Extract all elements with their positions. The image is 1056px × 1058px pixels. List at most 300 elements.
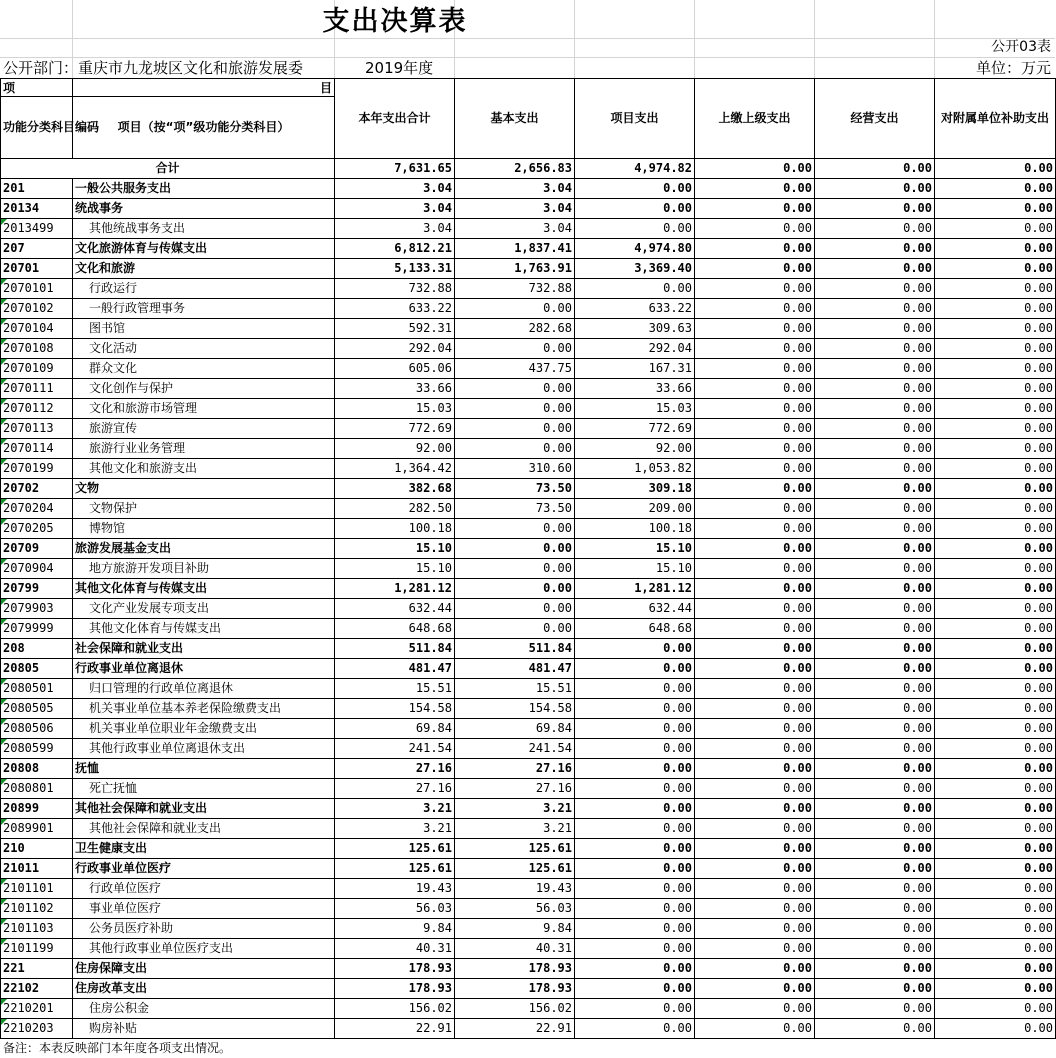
row-code-cell[interactable] xyxy=(1,799,73,819)
row-code-cell[interactable] xyxy=(1,1019,73,1039)
row-value[interactable]: 27.16 xyxy=(335,759,455,779)
row-code-cell[interactable] xyxy=(1,199,73,219)
row-value[interactable]: 125.61 xyxy=(455,859,575,879)
row-value[interactable]: 511.84 xyxy=(335,639,455,659)
row-code-cell[interactable] xyxy=(1,979,73,999)
row-value[interactable]: 0.00 xyxy=(815,179,935,199)
row-value[interactable]: 0.00 xyxy=(815,599,935,619)
row-value[interactable]: 0.00 xyxy=(575,879,695,899)
row-value[interactable]: 0.00 xyxy=(695,639,815,659)
row-name[interactable]: 地方旅游开发项目补助 xyxy=(73,559,335,579)
row-value[interactable]: 0.00 xyxy=(815,259,935,279)
row-value[interactable]: 0.00 xyxy=(815,899,935,919)
row-name[interactable]: 一般行政管理事务 xyxy=(73,299,335,319)
row-value[interactable]: 282.50 xyxy=(335,499,455,519)
row-value[interactable]: 0.00 xyxy=(935,719,1056,739)
row-code-cell[interactable] xyxy=(1,619,73,639)
row-value[interactable]: 167.31 xyxy=(575,359,695,379)
row-value[interactable]: 0.00 xyxy=(935,739,1056,759)
row-value[interactable]: 0.00 xyxy=(575,279,695,299)
row-name[interactable]: 文化活动 xyxy=(73,339,335,359)
row-value[interactable]: 3.21 xyxy=(335,819,455,839)
row-value[interactable]: 0.00 xyxy=(815,759,935,779)
row-value[interactable]: 648.68 xyxy=(575,619,695,639)
row-value[interactable]: 0.00 xyxy=(695,339,815,359)
row-code-cell[interactable] xyxy=(1,599,73,619)
row-value[interactable]: 0.00 xyxy=(575,779,695,799)
row-name[interactable]: 住房公积金 xyxy=(73,999,335,1019)
row-value[interactable]: 0.00 xyxy=(695,519,815,539)
row-value[interactable]: 437.75 xyxy=(455,359,575,379)
row-name[interactable]: 行政事业单位医疗 xyxy=(73,859,335,879)
row-code-cell[interactable] xyxy=(1,879,73,899)
row-code-cell[interactable] xyxy=(1,719,73,739)
row-value[interactable]: 3.04 xyxy=(335,179,455,199)
row-name[interactable]: 住房改革支出 xyxy=(73,979,335,999)
row-value[interactable]: 0.00 xyxy=(815,239,935,259)
header-mu[interactable]: 目 xyxy=(73,79,335,97)
row-value[interactable]: 0.00 xyxy=(935,459,1056,479)
row-value[interactable]: 0.00 xyxy=(815,199,935,219)
row-value[interactable]: 22.91 xyxy=(335,1019,455,1039)
row-value[interactable]: 0.00 xyxy=(695,859,815,879)
row-value[interactable]: 19.43 xyxy=(455,879,575,899)
row-value[interactable]: 1,364.42 xyxy=(335,459,455,479)
row-value[interactable]: 0.00 xyxy=(695,759,815,779)
row-value[interactable]: 100.18 xyxy=(335,519,455,539)
row-value[interactable]: 0.00 xyxy=(935,639,1056,659)
row-value[interactable]: 0.00 xyxy=(695,399,815,419)
row-value[interactable]: 1,763.91 xyxy=(455,259,575,279)
row-value[interactable]: 772.69 xyxy=(575,419,695,439)
total-value[interactable]: 2,656.83 xyxy=(455,159,575,179)
total-value[interactable]: 4,974.82 xyxy=(575,159,695,179)
header-code[interactable]: 功能分类科目编码 xyxy=(1,97,73,159)
row-value[interactable]: 0.00 xyxy=(815,959,935,979)
row-name[interactable]: 住房保障支出 xyxy=(73,959,335,979)
row-value[interactable]: 27.16 xyxy=(335,779,455,799)
row-name[interactable]: 行政单位医疗 xyxy=(73,879,335,899)
row-value[interactable]: 0.00 xyxy=(695,719,815,739)
row-code-cell[interactable] xyxy=(1,679,73,699)
row-value[interactable]: 0.00 xyxy=(455,559,575,579)
row-code-cell[interactable] xyxy=(1,179,73,199)
row-name[interactable]: 社会保障和就业支出 xyxy=(73,639,335,659)
row-code-cell[interactable] xyxy=(1,919,73,939)
row-value[interactable]: 1,837.41 xyxy=(455,239,575,259)
row-value[interactable]: 0.00 xyxy=(815,739,935,759)
header-total[interactable]: 本年支出合计 xyxy=(335,79,455,159)
row-value[interactable]: 3.21 xyxy=(335,799,455,819)
row-value[interactable]: 0.00 xyxy=(815,839,935,859)
row-value[interactable]: 0.00 xyxy=(815,379,935,399)
row-value[interactable]: 178.93 xyxy=(335,979,455,999)
row-value[interactable]: 632.44 xyxy=(335,599,455,619)
row-value[interactable]: 56.03 xyxy=(455,899,575,919)
row-value[interactable]: 481.47 xyxy=(455,659,575,679)
row-value[interactable]: 154.58 xyxy=(455,699,575,719)
row-code-cell[interactable] xyxy=(1,659,73,679)
row-value[interactable]: 0.00 xyxy=(815,419,935,439)
row-value[interactable]: 382.68 xyxy=(335,479,455,499)
row-value[interactable]: 0.00 xyxy=(695,279,815,299)
row-value[interactable]: 125.61 xyxy=(455,839,575,859)
row-name[interactable]: 抚恤 xyxy=(73,759,335,779)
row-value[interactable]: 0.00 xyxy=(695,239,815,259)
row-value[interactable]: 178.93 xyxy=(455,979,575,999)
row-value[interactable]: 0.00 xyxy=(815,399,935,419)
row-code-cell[interactable] xyxy=(1,439,73,459)
row-name[interactable]: 其他文化体育与传媒支出 xyxy=(73,579,335,599)
row-value[interactable]: 0.00 xyxy=(935,579,1056,599)
row-value[interactable]: 241.54 xyxy=(335,739,455,759)
row-value[interactable]: 0.00 xyxy=(815,799,935,819)
row-value[interactable]: 0.00 xyxy=(815,219,935,239)
row-value[interactable]: 648.68 xyxy=(335,619,455,639)
row-name[interactable]: 文化旅游体育与传媒支出 xyxy=(73,239,335,259)
row-value[interactable]: 27.16 xyxy=(455,779,575,799)
row-code-cell[interactable] xyxy=(1,859,73,879)
row-value[interactable]: 0.00 xyxy=(695,219,815,239)
row-value[interactable]: 0.00 xyxy=(575,679,695,699)
row-value[interactable]: 0.00 xyxy=(935,819,1056,839)
row-value[interactable]: 0.00 xyxy=(815,459,935,479)
row-code-cell[interactable] xyxy=(1,279,73,299)
row-value[interactable]: 0.00 xyxy=(815,359,935,379)
row-value[interactable]: 0.00 xyxy=(815,519,935,539)
row-value[interactable]: 0.00 xyxy=(815,659,935,679)
row-code-cell[interactable] xyxy=(1,639,73,659)
row-value[interactable]: 92.00 xyxy=(335,439,455,459)
row-value[interactable]: 0.00 xyxy=(935,959,1056,979)
row-value[interactable]: 292.04 xyxy=(335,339,455,359)
row-value[interactable]: 0.00 xyxy=(695,979,815,999)
row-value[interactable]: 125.61 xyxy=(335,859,455,879)
row-value[interactable]: 0.00 xyxy=(815,279,935,299)
row-code-cell[interactable] xyxy=(1,299,73,319)
row-value[interactable]: 0.00 xyxy=(815,339,935,359)
row-code-cell[interactable] xyxy=(1,239,73,259)
row-code-cell[interactable] xyxy=(1,559,73,579)
row-value[interactable]: 0.00 xyxy=(815,719,935,739)
row-value[interactable]: 0.00 xyxy=(695,319,815,339)
row-value[interactable]: 0.00 xyxy=(935,859,1056,879)
row-value[interactable]: 0.00 xyxy=(815,499,935,519)
row-value[interactable]: 0.00 xyxy=(695,919,815,939)
row-name[interactable]: 文化产业发展专项支出 xyxy=(73,599,335,619)
row-code-cell[interactable] xyxy=(1,499,73,519)
header-upper[interactable]: 上缴上级支出 xyxy=(695,79,815,159)
row-value[interactable]: 282.68 xyxy=(455,319,575,339)
row-value[interactable]: 33.66 xyxy=(575,379,695,399)
row-value[interactable]: 732.88 xyxy=(335,279,455,299)
row-code-cell[interactable] xyxy=(1,959,73,979)
row-value[interactable]: 0.00 xyxy=(695,939,815,959)
row-name[interactable]: 群众文化 xyxy=(73,359,335,379)
row-value[interactable]: 0.00 xyxy=(575,219,695,239)
row-value[interactable]: 0.00 xyxy=(935,199,1056,219)
row-value[interactable]: 3.04 xyxy=(455,199,575,219)
row-code-cell[interactable] xyxy=(1,539,73,559)
header-subsidy[interactable]: 对附属单位补助支出 xyxy=(935,79,1056,159)
row-code-cell[interactable] xyxy=(1,459,73,479)
row-value[interactable]: 0.00 xyxy=(935,939,1056,959)
row-name[interactable]: 其他社会保障和就业支出 xyxy=(73,819,335,839)
row-value[interactable]: 0.00 xyxy=(695,879,815,899)
row-name[interactable]: 公务员医疗补助 xyxy=(73,919,335,939)
row-value[interactable]: 1,281.12 xyxy=(575,579,695,599)
row-name[interactable]: 其他社会保障和就业支出 xyxy=(73,799,335,819)
row-code-cell[interactable] xyxy=(1,779,73,799)
row-value[interactable]: 0.00 xyxy=(695,599,815,619)
row-value[interactable]: 0.00 xyxy=(575,639,695,659)
row-name[interactable]: 死亡抚恤 xyxy=(73,779,335,799)
row-value[interactable]: 1,281.12 xyxy=(335,579,455,599)
row-value[interactable]: 0.00 xyxy=(695,799,815,819)
row-value[interactable]: 0.00 xyxy=(695,199,815,219)
row-value[interactable]: 0.00 xyxy=(815,579,935,599)
row-name[interactable]: 文物 xyxy=(73,479,335,499)
row-value[interactable]: 0.00 xyxy=(815,479,935,499)
row-value[interactable]: 0.00 xyxy=(935,919,1056,939)
row-value[interactable]: 0.00 xyxy=(455,539,575,559)
row-value[interactable]: 0.00 xyxy=(815,819,935,839)
row-value[interactable]: 0.00 xyxy=(695,299,815,319)
row-code-cell[interactable] xyxy=(1,479,73,499)
row-value[interactable]: 633.22 xyxy=(575,299,695,319)
row-value[interactable]: 0.00 xyxy=(575,999,695,1019)
row-value[interactable]: 0.00 xyxy=(575,719,695,739)
row-value[interactable]: 3.21 xyxy=(455,799,575,819)
row-value[interactable]: 0.00 xyxy=(695,659,815,679)
row-value[interactable]: 592.31 xyxy=(335,319,455,339)
row-value[interactable]: 0.00 xyxy=(695,179,815,199)
row-name[interactable]: 机关事业单位职业年金缴费支出 xyxy=(73,719,335,739)
row-value[interactable]: 0.00 xyxy=(695,359,815,379)
row-value[interactable]: 0.00 xyxy=(935,759,1056,779)
row-name[interactable]: 行政运行 xyxy=(73,279,335,299)
row-value[interactable]: 772.69 xyxy=(335,419,455,439)
row-value[interactable]: 0.00 xyxy=(575,959,695,979)
row-value[interactable]: 0.00 xyxy=(695,419,815,439)
row-code-cell[interactable] xyxy=(1,699,73,719)
row-value[interactable]: 40.31 xyxy=(455,939,575,959)
row-value[interactable]: 0.00 xyxy=(695,839,815,859)
row-name[interactable]: 旅游发展基金支出 xyxy=(73,539,335,559)
row-name[interactable]: 统战事务 xyxy=(73,199,335,219)
row-value[interactable]: 0.00 xyxy=(935,179,1056,199)
row-value[interactable]: 0.00 xyxy=(455,579,575,599)
row-value[interactable]: 0.00 xyxy=(815,539,935,559)
row-value[interactable]: 0.00 xyxy=(935,559,1056,579)
row-value[interactable]: 19.43 xyxy=(335,879,455,899)
row-value[interactable]: 481.47 xyxy=(335,659,455,679)
row-value[interactable]: 0.00 xyxy=(575,859,695,879)
row-value[interactable]: 0.00 xyxy=(575,199,695,219)
row-value[interactable]: 0.00 xyxy=(695,559,815,579)
row-value[interactable]: 73.50 xyxy=(455,479,575,499)
row-value[interactable]: 3.04 xyxy=(455,219,575,239)
row-name[interactable]: 其他文化体育与传媒支出 xyxy=(73,619,335,639)
row-value[interactable]: 0.00 xyxy=(935,319,1056,339)
row-value[interactable]: 0.00 xyxy=(935,799,1056,819)
row-value[interactable]: 0.00 xyxy=(695,899,815,919)
row-value[interactable]: 0.00 xyxy=(815,699,935,719)
row-value[interactable]: 0.00 xyxy=(575,899,695,919)
row-value[interactable]: 15.10 xyxy=(335,539,455,559)
row-name[interactable]: 归口管理的行政单位离退休 xyxy=(73,679,335,699)
row-value[interactable]: 0.00 xyxy=(695,539,815,559)
row-value[interactable]: 0.00 xyxy=(935,359,1056,379)
row-value[interactable]: 3.04 xyxy=(335,219,455,239)
row-value[interactable]: 0.00 xyxy=(815,979,935,999)
row-value[interactable]: 0.00 xyxy=(575,179,695,199)
row-name[interactable]: 其他行政事业单位离退休支出 xyxy=(73,739,335,759)
row-value[interactable]: 0.00 xyxy=(935,619,1056,639)
row-code-cell[interactable] xyxy=(1,399,73,419)
row-value[interactable]: 0.00 xyxy=(575,799,695,819)
row-value[interactable]: 156.02 xyxy=(455,999,575,1019)
row-value[interactable]: 0.00 xyxy=(695,679,815,699)
row-code-cell[interactable] xyxy=(1,339,73,359)
row-value[interactable]: 0.00 xyxy=(935,659,1056,679)
header-business[interactable]: 经营支出 xyxy=(815,79,935,159)
row-value[interactable]: 0.00 xyxy=(935,879,1056,899)
row-code-cell[interactable] xyxy=(1,579,73,599)
row-value[interactable]: 0.00 xyxy=(455,619,575,639)
row-value[interactable]: 15.03 xyxy=(575,399,695,419)
row-code-cell[interactable] xyxy=(1,519,73,539)
total-value[interactable]: 0.00 xyxy=(935,159,1056,179)
row-name[interactable]: 文化创作与保护 xyxy=(73,379,335,399)
row-value[interactable]: 0.00 xyxy=(815,439,935,459)
row-name[interactable]: 旅游行业业务管理 xyxy=(73,439,335,459)
row-value[interactable]: 0.00 xyxy=(815,939,935,959)
row-value[interactable]: 0.00 xyxy=(935,239,1056,259)
row-value[interactable]: 40.31 xyxy=(335,939,455,959)
row-value[interactable]: 0.00 xyxy=(695,379,815,399)
header-item[interactable]: 项目（按“项”级功能分类科目） xyxy=(73,97,335,159)
row-value[interactable]: 0.00 xyxy=(455,439,575,459)
row-value[interactable]: 0.00 xyxy=(935,779,1056,799)
row-code-cell[interactable] xyxy=(1,899,73,919)
row-value[interactable]: 0.00 xyxy=(695,579,815,599)
row-value[interactable]: 0.00 xyxy=(935,259,1056,279)
row-value[interactable]: 0.00 xyxy=(935,699,1056,719)
row-value[interactable]: 15.10 xyxy=(575,559,695,579)
row-value[interactable]: 22.91 xyxy=(455,1019,575,1039)
row-value[interactable]: 0.00 xyxy=(935,1019,1056,1039)
row-value[interactable]: 4,974.80 xyxy=(575,239,695,259)
row-value[interactable]: 0.00 xyxy=(935,439,1056,459)
row-value[interactable]: 0.00 xyxy=(935,839,1056,859)
row-value[interactable]: 633.22 xyxy=(335,299,455,319)
row-value[interactable]: 0.00 xyxy=(695,439,815,459)
row-value[interactable]: 0.00 xyxy=(575,699,695,719)
row-value[interactable]: 0.00 xyxy=(575,759,695,779)
total-value[interactable]: 7,631.65 xyxy=(335,159,455,179)
row-value[interactable]: 3,369.40 xyxy=(575,259,695,279)
row-value[interactable]: 0.00 xyxy=(815,619,935,639)
row-code-cell[interactable] xyxy=(1,939,73,959)
row-value[interactable]: 3.21 xyxy=(455,819,575,839)
row-code-cell[interactable] xyxy=(1,819,73,839)
row-value[interactable]: 241.54 xyxy=(455,739,575,759)
row-value[interactable]: 511.84 xyxy=(455,639,575,659)
row-value[interactable]: 0.00 xyxy=(935,679,1056,699)
row-code-cell[interactable] xyxy=(1,419,73,439)
row-value[interactable]: 3.04 xyxy=(455,179,575,199)
row-value[interactable]: 0.00 xyxy=(695,459,815,479)
row-value[interactable]: 0.00 xyxy=(935,419,1056,439)
row-value[interactable]: 0.00 xyxy=(455,419,575,439)
row-value[interactable]: 309.63 xyxy=(575,319,695,339)
row-value[interactable]: 0.00 xyxy=(935,399,1056,419)
row-value[interactable]: 0.00 xyxy=(815,319,935,339)
row-value[interactable]: 178.93 xyxy=(335,959,455,979)
row-value[interactable]: 15.10 xyxy=(575,539,695,559)
row-value[interactable]: 0.00 xyxy=(935,979,1056,999)
row-code-cell[interactable] xyxy=(1,259,73,279)
row-value[interactable]: 125.61 xyxy=(335,839,455,859)
row-value[interactable]: 156.02 xyxy=(335,999,455,1019)
row-value[interactable]: 92.00 xyxy=(575,439,695,459)
row-value[interactable]: 0.00 xyxy=(935,479,1056,499)
row-value[interactable]: 0.00 xyxy=(815,779,935,799)
row-value[interactable]: 0.00 xyxy=(935,999,1056,1019)
row-value[interactable]: 0.00 xyxy=(455,339,575,359)
row-value[interactable]: 605.06 xyxy=(335,359,455,379)
row-value[interactable]: 0.00 xyxy=(815,879,935,899)
row-value[interactable]: 0.00 xyxy=(575,919,695,939)
row-name[interactable]: 卫生健康支出 xyxy=(73,839,335,859)
row-value[interactable]: 0.00 xyxy=(575,659,695,679)
row-code-cell[interactable] xyxy=(1,359,73,379)
row-value[interactable]: 0.00 xyxy=(935,339,1056,359)
row-value[interactable]: 0.00 xyxy=(695,779,815,799)
row-value[interactable]: 0.00 xyxy=(935,499,1056,519)
row-value[interactable]: 0.00 xyxy=(815,999,935,1019)
row-name[interactable]: 文化和旅游市场管理 xyxy=(73,399,335,419)
row-value[interactable]: 15.51 xyxy=(335,679,455,699)
row-value[interactable]: 0.00 xyxy=(575,819,695,839)
row-value[interactable]: 15.10 xyxy=(335,559,455,579)
row-value[interactable]: 0.00 xyxy=(455,399,575,419)
row-value[interactable]: 6,812.21 xyxy=(335,239,455,259)
row-value[interactable]: 309.18 xyxy=(575,479,695,499)
row-value[interactable]: 0.00 xyxy=(695,959,815,979)
row-code-cell[interactable] xyxy=(1,219,73,239)
row-value[interactable]: 0.00 xyxy=(695,259,815,279)
row-value[interactable]: 0.00 xyxy=(695,699,815,719)
row-code-cell[interactable] xyxy=(1,319,73,339)
header-xiang[interactable]: 项 xyxy=(1,79,73,97)
row-value[interactable]: 0.00 xyxy=(695,999,815,1019)
row-value[interactable]: 0.00 xyxy=(695,619,815,639)
row-value[interactable]: 27.16 xyxy=(455,759,575,779)
row-value[interactable]: 15.51 xyxy=(455,679,575,699)
row-value[interactable]: 0.00 xyxy=(815,559,935,579)
row-value[interactable]: 0.00 xyxy=(815,919,935,939)
row-value[interactable]: 209.00 xyxy=(575,499,695,519)
row-value[interactable]: 0.00 xyxy=(935,519,1056,539)
row-value[interactable]: 0.00 xyxy=(575,979,695,999)
row-name[interactable]: 旅游宣传 xyxy=(73,419,335,439)
row-value[interactable]: 3.04 xyxy=(335,199,455,219)
row-value[interactable]: 0.00 xyxy=(815,1019,935,1039)
row-value[interactable]: 0.00 xyxy=(815,679,935,699)
row-code-cell[interactable] xyxy=(1,999,73,1019)
